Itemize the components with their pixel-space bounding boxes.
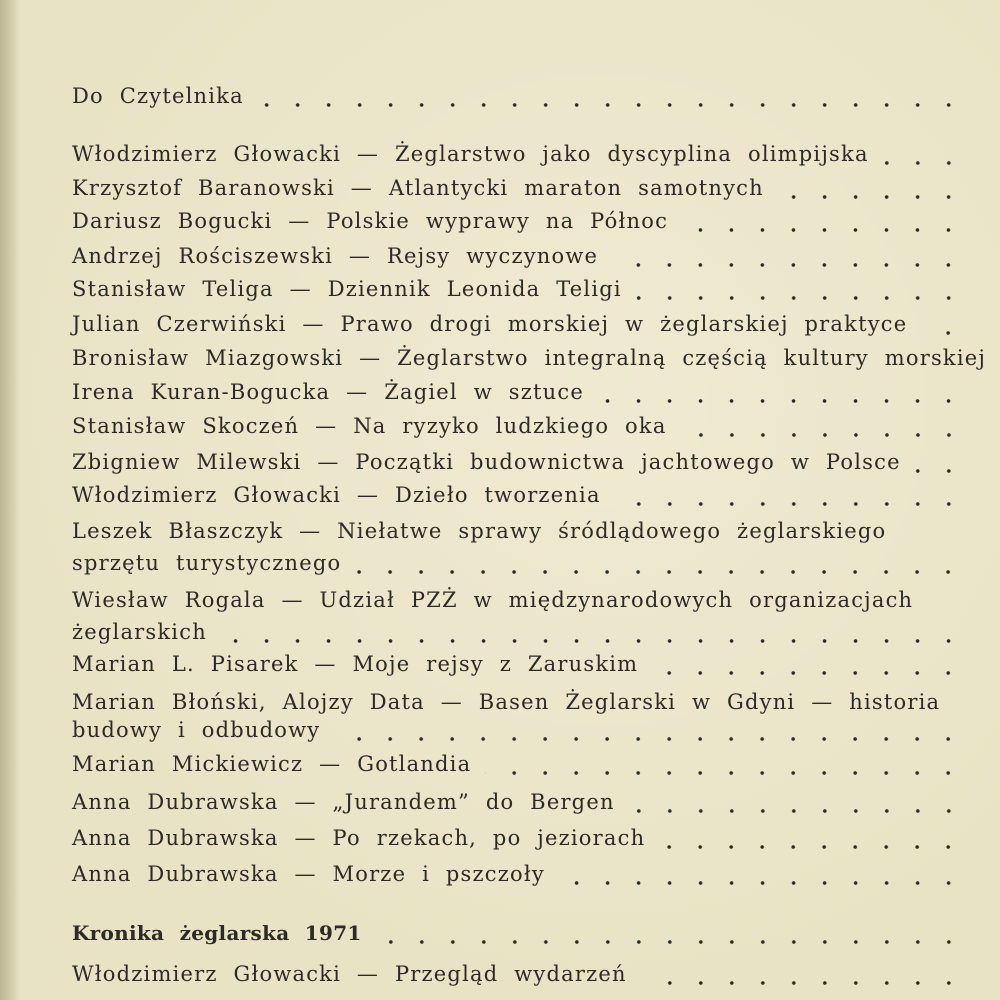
toc-entry xyxy=(72,312,964,342)
dot-leader xyxy=(681,432,964,438)
toc-entry xyxy=(72,450,964,480)
toc-entry xyxy=(72,551,964,581)
toc-entry-title: Anna Dubrawska — Morze i pszczoły xyxy=(72,862,545,886)
toc-entry-title: Marian Błoński, Alojzy Data — Basen Żeglarski w Gdyni — historia xyxy=(72,690,941,714)
toc-entry xyxy=(72,346,987,376)
toc-entry-title: Wiesław Rogala — Udział PZŻ w międzynarodowych organizacjach xyxy=(72,588,914,612)
dot-leader xyxy=(615,501,964,507)
toc-entry xyxy=(72,718,964,748)
toc-entry xyxy=(72,176,964,206)
toc-entry xyxy=(72,519,964,549)
dot-leader xyxy=(652,670,964,676)
dot-leader xyxy=(485,770,964,776)
dot-leader xyxy=(682,227,964,233)
dot-leader xyxy=(258,102,964,108)
toc-entry xyxy=(72,752,964,782)
toc-entry-title: Anna Dubrawska — Po rzekach, po jeziorach xyxy=(72,826,646,850)
dot-leader xyxy=(915,468,964,474)
toc-entry xyxy=(72,588,964,618)
dot-leader xyxy=(641,980,964,986)
toc-entry xyxy=(72,483,964,513)
toc-entry xyxy=(72,209,964,239)
toc-entry xyxy=(72,862,964,892)
toc-entry-title: Irena Kuran-Bogucka — Żagiel w sztuce xyxy=(72,380,584,404)
toc-entry xyxy=(72,620,964,650)
toc-entry xyxy=(72,277,964,307)
toc-entry-title: żeglarskich xyxy=(72,620,207,644)
toc-entry xyxy=(72,921,964,951)
dot-leader xyxy=(355,569,964,575)
toc-entry-title: Włodzimierz Głowacki — Żeglarstwo jako dyscyplina olimpijska xyxy=(72,142,869,166)
toc-entry xyxy=(72,380,964,410)
dot-leader xyxy=(659,844,964,850)
dot-leader xyxy=(221,638,964,644)
toc-entry xyxy=(72,690,964,720)
toc-entry-title: Krzysztof Baranowski — Atlantycki maraton samotnych xyxy=(72,176,764,200)
toc-entry xyxy=(72,826,964,856)
dot-leader xyxy=(778,194,964,200)
dot-leader xyxy=(921,330,964,336)
toc-entry xyxy=(72,84,964,114)
toc-entry-title: Do Czytelnika xyxy=(72,84,244,108)
toc-entry-title: Kronika żeglarska 1971 xyxy=(72,921,362,945)
dot-leader xyxy=(883,160,964,166)
toc-entry xyxy=(72,652,964,682)
toc-entry-title: Anna Dubrawska — „Jurandem” do Bergen xyxy=(72,790,615,814)
toc-entry-title: Andrzej Rościszewski — Rejsy wyczynowe xyxy=(72,244,599,268)
toc-entry-title: Zbigniew Milewski — Początki budownictwa jachtowego w Polsce xyxy=(72,450,901,474)
toc-entry xyxy=(72,414,964,444)
toc-entry-title: Stanisław Skoczeń — Na ryzyko ludzkiego oka xyxy=(72,414,667,438)
toc-entry-title: Leszek Błaszczyk — Niełatwe sprawy śródlądowego żeglarskiego xyxy=(72,519,887,543)
dot-leader xyxy=(612,262,964,268)
toc-entry xyxy=(72,790,964,820)
dot-leader xyxy=(559,880,964,886)
dot-leader xyxy=(334,736,964,742)
toc-entry-title: Włodzimierz Głowacki — Przegląd wydarzeń xyxy=(72,962,627,986)
toc-entry-title: Julian Czerwiński — Prawo drogi morskiej w żeglarskiej praktyce xyxy=(72,312,908,336)
toc-entry-title: Stanisław Teliga — Dziennik Leonida Teligi xyxy=(72,277,622,301)
toc-entry xyxy=(72,244,964,274)
toc-entry-title: sprzętu turystycznego xyxy=(72,551,342,575)
toc-entry-title: Bronisław Miazgowski — Żeglarstwo integralną częścią kultury morskiej xyxy=(72,346,987,370)
dot-leader xyxy=(629,808,964,814)
dot-leader xyxy=(636,295,964,301)
toc-entry-title: budowy i odbudowy xyxy=(72,718,321,742)
toc-entry-title: Dariusz Bogucki — Polskie wyprawy na Północ xyxy=(72,209,669,233)
toc-entry-title: Marian Mickiewicz — Gotlandia xyxy=(72,752,472,776)
toc-entry xyxy=(72,962,964,992)
toc-entry xyxy=(72,142,964,172)
dot-leader xyxy=(376,939,964,945)
dot-leader xyxy=(598,398,964,404)
toc-entry-title: Włodzimierz Głowacki — Dzieło tworzenia xyxy=(72,483,601,507)
toc-entry-title: Marian L. Pisarek — Moje rejsy z Zaruskim xyxy=(72,652,639,676)
